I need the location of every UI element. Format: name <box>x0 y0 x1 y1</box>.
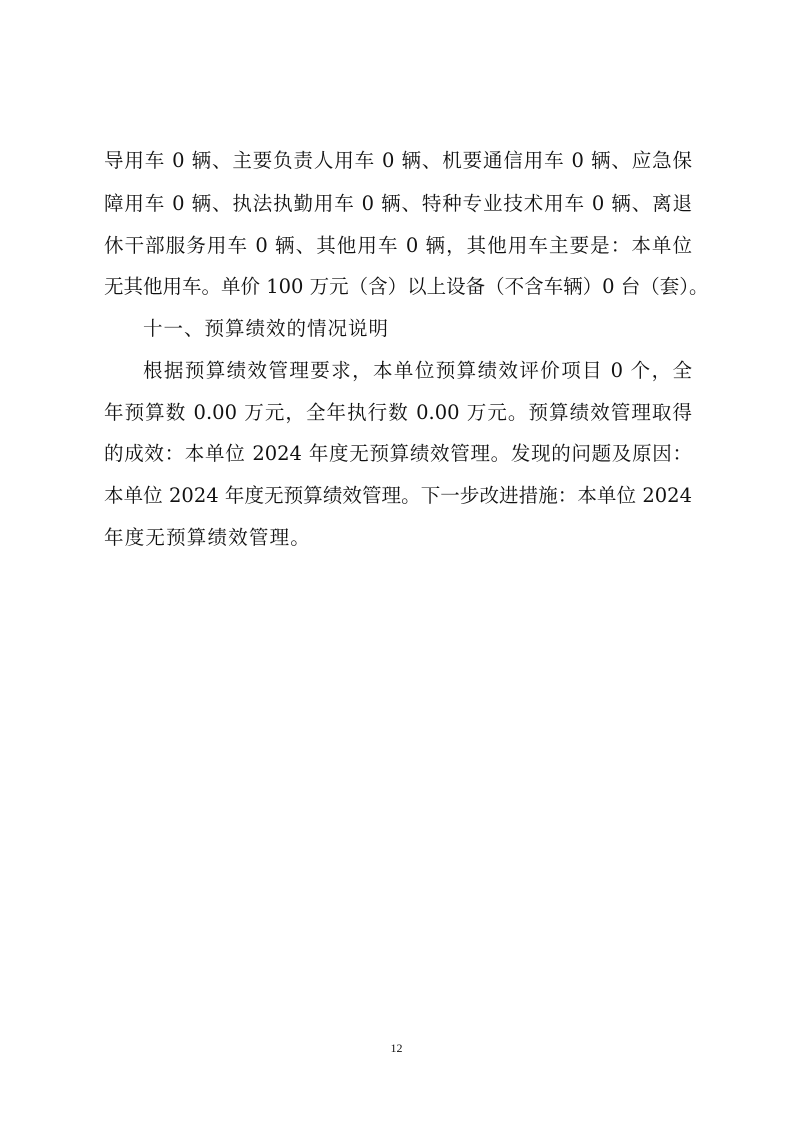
text-line: 根据预算绩效管理要求，本单位预算绩效评价项目 0 个，全 <box>143 359 692 382</box>
text-line: 本单位 2024 年度无预算绩效管理。下一步改进措施：本单位 2024 <box>104 484 692 507</box>
text-line: 障用车 0 辆、执法执勤用车 0 辆、特种专业技术用车 0 辆、离退 <box>104 192 692 215</box>
section-heading: 十一、预算绩效的情况说明 <box>143 317 390 340</box>
text-line: 年预算数 0.00 万元，全年执行数 0.00 万元。预算绩效管理取得 <box>104 401 692 424</box>
text-line: 年度无预算绩效管理。 <box>104 526 312 549</box>
text-line: 无其他用车。单价 100 万元（含）以上设备（不含车辆）0 台（套）。 <box>104 275 709 298</box>
text-line: 休干部服务用车 0 辆、其他用车 0 辆，其他用车主要是：本单位 <box>104 234 692 257</box>
text-line: 的成效：本单位 2024 年度无预算绩效管理。发现的问题及原因： <box>104 442 692 465</box>
text-line: 导用车 0 辆、主要负责人用车 0 辆、机要通信用车 0 辆、应急保 <box>104 149 692 172</box>
page-number: 12 <box>390 1041 403 1055</box>
